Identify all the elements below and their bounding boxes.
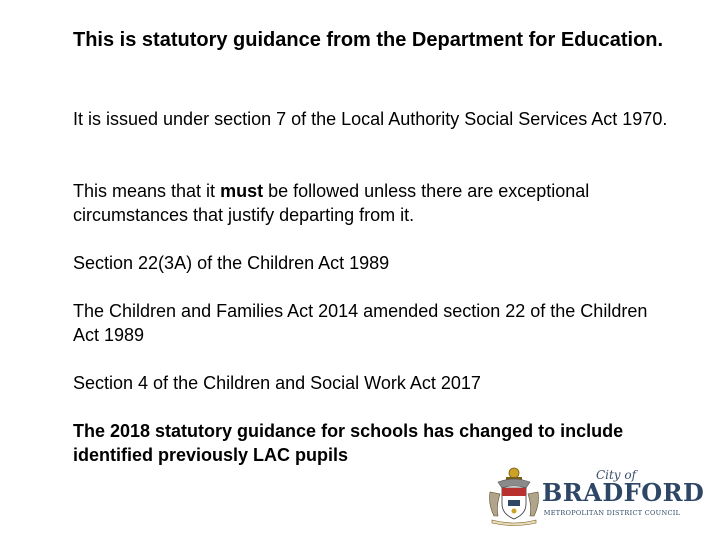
bradford-council-logo	[486, 466, 705, 526]
must-emphasis: must	[220, 181, 264, 201]
must-follow-text-end: be followed unless there are exceptional circumstances that justify departing from it.	[73, 181, 590, 225]
issued-under-paragraph: It is issued under section 7 of the Local Authority Social Services Act 1970.	[73, 109, 668, 129]
must-follow-paragraph	[73, 179, 673, 227]
children-families-act-paragraph: The Children and Families Act 2014 amended section 22 of the Children Act 1989	[73, 301, 648, 345]
logo-bradford-wordmark: BRADFORD	[542, 478, 705, 507]
logo-council-subtitle: METROPOLITAN DISTRICT COUNCIL	[543, 509, 681, 517]
section-22-paragraph: Section 22(3A) of the Children Act 1989	[73, 253, 390, 273]
must-follow-text-start: This means that it	[73, 181, 221, 201]
guidance-2018-paragraph: The 2018 statutory guidance for schools has changed to include identified previously LAC pupils	[73, 421, 624, 465]
statutory-guidance-title: This is statutory guidance from the Department for Education.	[73, 29, 664, 51]
section-4-paragraph: Section 4 of the Children and Social Work Act 2017	[73, 373, 481, 393]
coat-of-arms-icon	[486, 466, 542, 526]
logo-city-of-text: City of	[595, 468, 637, 482]
